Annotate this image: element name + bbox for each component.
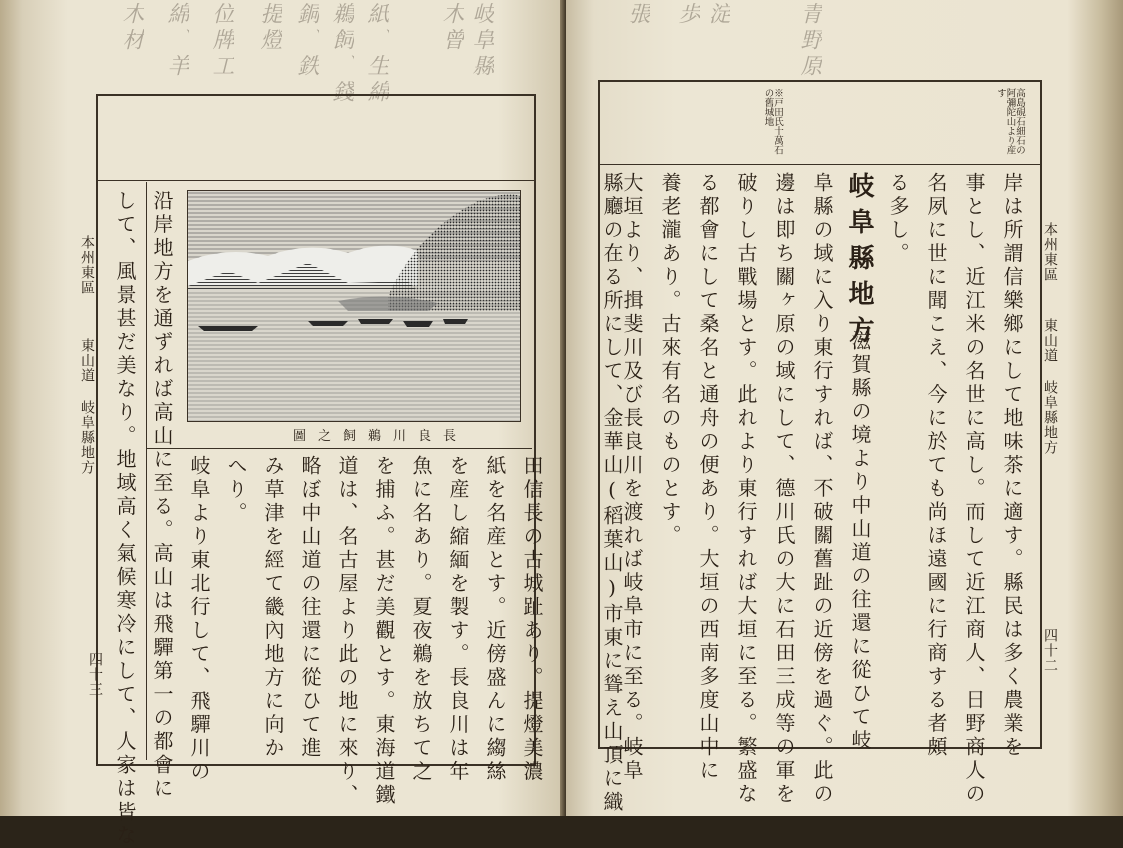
margin-note: ※戸田氏十萬石の舊城地 [762,88,783,155]
body-column: 沿岸地方を通ずれば高山に至る。高山は飛驒第一の都會に [150,190,174,801]
body-column: 紙を名産とす。近傍盛んに縐絲 [483,455,507,784]
body-column: へり。 [224,455,248,526]
body-column: 縣廳の在る所にして、金華山(稻葉山)市東に聳え山頂に織 [600,172,624,815]
figure-caption: 長良川鵜飼之圖 [292,429,468,444]
pencil-note: 青野原 [797,2,822,80]
body-column: 事とし、近江米の名世に高し。而して近江商人、日野商人の [962,172,986,807]
section-heading: 岐阜縣地方 [844,172,874,352]
body-column: る都會にして桑名と通舟の便あり。大垣の西南多度山中に [696,172,720,783]
pencil-note: 銅、鉄 [294,2,319,80]
pencil-note: 歩 [675,2,700,28]
page-number: 四十二 [1042,628,1058,673]
body-column: 田信長の古城趾あり。提燈美濃 [520,455,544,784]
pencil-note: 岐阜縣 [469,2,494,80]
right-page [566,0,1123,816]
body-column: み草津を經て畿內地方に向か [261,455,285,761]
margin-note: 高島硯石細石の阿彌陀山より産す [995,88,1025,155]
pencil-note: 位牌工 [209,2,234,80]
pencil-note: 提燈 [257,2,282,54]
page-number: 四十三 [87,652,103,697]
body-column: 岸は所謂信樂鄉にして地味茶に適す。縣民は多く農業を [1000,172,1024,760]
body-column: を産し縮緬を製す。長良川は年 [446,455,470,784]
running-head-region: 東山道 岐阜縣地方 [79,338,95,475]
body-column: 岐阜より東北行して、飛驒川の [187,455,211,784]
body-column: 大垣より、揖斐川及び長良川を渡れば岐阜市に至る。岐阜 [620,172,644,783]
pencil-note: 木材 [119,2,144,54]
body-column: 破りし古戰場とす。此れより東行すれば大垣に至る。繁盛な [734,172,758,807]
running-head-section: 本州東區 [79,235,95,295]
running-head-region: 東山道 岐阜縣地方 [1042,318,1058,455]
body-column: して、風景甚だ美なり。地域高く氣候寒冷にして、人家は皆な [113,190,137,848]
pencil-note: 鵜飼、錢 [329,2,354,106]
pencil-note: 張 [625,2,650,28]
body-column: 略ぼ中山道の往還に從ひて進 [298,455,322,761]
pencil-note: 紙、生綿 [364,2,389,106]
pencil-note: 木曾 [439,2,464,54]
pencil-note: 淀 [705,2,730,28]
pencil-note: 綿、羊 [164,2,189,80]
body-column: 滋賀縣の境より中山道の往還に從ひて岐 [848,330,872,753]
body-column: 阜縣の域に入り東行すれば、不破關舊趾の近傍を過ぐ。此の [810,172,834,807]
frame-divider [96,180,534,181]
lake-illustration [187,190,521,422]
body-column: る多し。 [886,172,910,266]
body-column: 名夙に世に聞こえ、今に於ても尚ほ遠國に行商する者頗 [924,172,948,760]
body-column: を捕ふ。甚だ美觀とす。東海道鐵 [372,455,396,808]
body-column: 魚に名あり。夏夜鵜を放ちて之 [409,455,433,784]
body-column: 養老瀧あり。古來有名のものとす。 [658,172,682,548]
frame-divider [598,164,1040,165]
body-column: 道は、名古屋より此の地に來り、 [335,455,359,808]
running-head-section: 本州東區 [1042,222,1058,282]
figure-bottom-rule [146,448,532,449]
body-column: 邊は即ち關ヶ原の域にして、德川氏の大に石田三成等の軍を [772,172,796,807]
figure-side-rule [146,182,147,760]
